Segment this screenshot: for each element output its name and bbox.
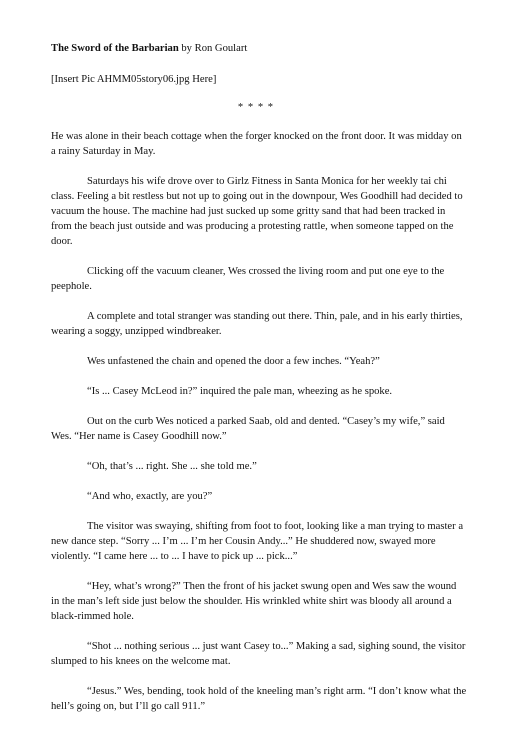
title-line bbox=[51, 41, 247, 56]
paragraph-5: Wes unfastened the chain and opened the door a few inches. “Yeah?” bbox=[87, 356, 380, 367]
story-body bbox=[51, 129, 467, 729]
paragraph-4: A complete and total stranger was standing out there. Thin, pale, and in his early thirties, wearing a soggy, unzipped windbreaker. bbox=[51, 311, 463, 337]
paragraph-8: “Oh, that’s ... right. She ... she told me.” bbox=[87, 461, 257, 472]
story-byline: by Ron Goulart bbox=[178, 43, 248, 54]
paragraph-13: “Jesus.” Wes, bending, took hold of the kneeling man’s right arm. “I don’t know what the hell’s going on, but I’ll go call 911.” bbox=[51, 686, 467, 712]
paragraph-10: The visitor was swaying, shifting from foot to foot, looking like a man trying to master a new dance step. “Sorry ... I’m ... I’m her Cousin Andy...” He shuddered now, swayed more violently. “I came here ... to ... I have to pick up ... pick...” bbox=[51, 521, 464, 562]
section-separator: * * * * bbox=[237, 102, 275, 113]
paragraph-1: He was alone in their beach cottage when the forger knocked on the front door. It was midday on a rainy Saturday in May. bbox=[51, 131, 462, 157]
paragraph-7: Out on the curb Wes noticed a parked Saab, old and dented. “Casey’s my wife,” said Wes. “Her name is Casey Goodhill now.” bbox=[51, 416, 445, 442]
paragraph-6: “Is ... Casey McLeod in?” inquired the pale man, wheezing as he spoke. bbox=[87, 386, 393, 397]
paragraph-12: “Shot ... nothing serious ... just want Casey to...” Making a sad, sighing sound, the visitor slumped to his knees on the welcome mat. bbox=[51, 641, 466, 667]
paragraph-11: “Hey, what’s wrong?” Then the front of his jacket swung open and Wes saw the wound in the man’s left side just below the shoulder. His wrinkled white shirt was bloody all around a black-rimmed hole. bbox=[51, 581, 457, 622]
paragraph-9: “And who, exactly, are you?” bbox=[87, 491, 213, 502]
paragraph-2: Saturdays his wife drove over to Girlz Fitness in Santa Monica for her weekly tai chi class. Feeling a bit restless but not up to going out in the downpour, Wes Goodhill had decided to vacuum the house. The machine had just sucked up some gritty sand that had been tracked in from the beach just outside and was producing a protesting rattle, when someone tapped on the door. bbox=[51, 176, 463, 247]
story-title: The Sword of the Barbarian bbox=[51, 43, 179, 54]
insert-picture-note: [Insert Pic AHMM05story06.jpg Here] bbox=[51, 74, 217, 85]
paragraph-3: Clicking off the vacuum cleaner, Wes crossed the living room and put one eye to the peephole. bbox=[51, 266, 445, 292]
